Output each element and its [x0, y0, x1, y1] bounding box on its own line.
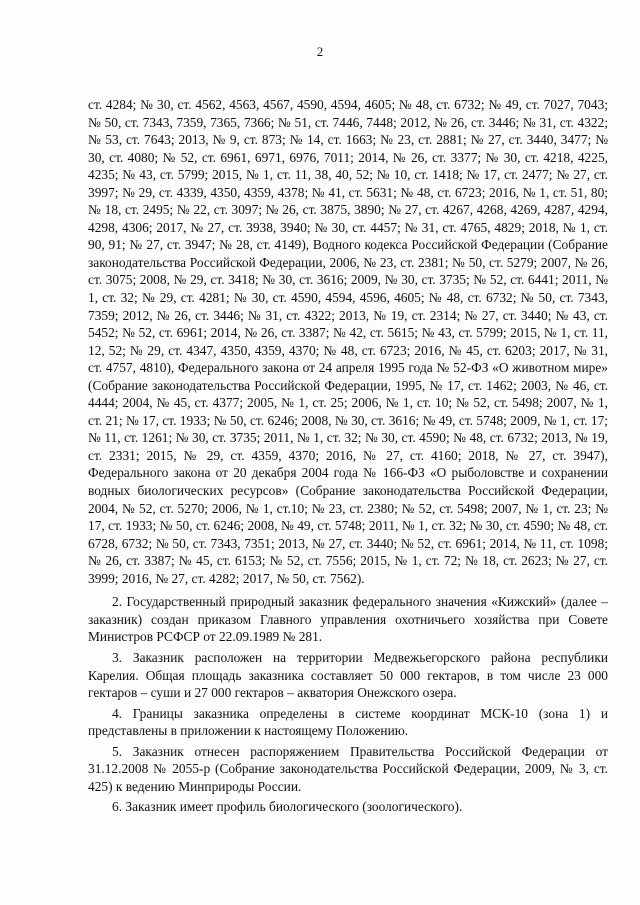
paragraph-3: 3. Заказник расположен на территории Медвежьегорского района республики Карелия. Общая площадь заказника составляет 50 000 гектаров, в том числе 23 000 гектаров – суши и 27 000 гектаров – акватория Онежского озера.	[88, 649, 608, 701]
paragraph-6: 6. Заказник имеет профиль биологического (зоологического).	[112, 799, 463, 815]
document-body	[88, 96, 608, 816]
page-number: 2	[316, 44, 324, 59]
continued-paragraph: ст. 4284; № 30, ст. 4562, 4563, 4567, 4590, 4594, 4605; № 48, ст. 6732; № 49, ст. 7027, 7043; № 50, ст. 7343, 7359, 7365, 7366; № 51, ст. 7446, 7448; 2012, № 26, ст. 3446; № 31, ст. 4322; № 53, ст. 7643; 2013, № 9, ст. 873; № 14, ст. 1663; № 23, ст. 2881; № 27, ст. 3440, 3477; № 30, ст. 4080; № 52, ст. 6961, 6971, 6976, 7011; 2014, № 26, ст. 3377; № 30, ст. 4218, 4225, 4235; № 43, ст. 5799; 2015, № 1, ст. 11, 38, 40, 52; № 10, ст. 1418; № 17, ст. 2477; № 27, ст. 3997; № 29, ст. 4339, 4350, 4359, 4378; № 41, ст. 5631; № 48, ст. 6723; 2016, № 1, ст. 51, 80; № 18, ст. 2495; № 22, ст. 3097; № 26, ст. 3875, 3890; № 27, ст. 4267, 4268, 4269, 4287, 4294, 4298, 4306; 2017, № 27, ст. 3938, 3940; № 30, ст. 4457; № 31, ст. 4765, 4829; 2018, № 1, ст. 90, 91; № 27, ст. 3947; № 28, ст. 4149), Водного кодекса Российской Федерации (Собрание законодательства Российской Федерации, 2006, № 23, ст. 2381; № 50, ст. 5279; 2007, № 26, ст. 3075; 2008, № 29, ст. 3418; № 30, ст. 3616; 2009, № 30, ст. 3735; № 52, ст. 6441; 2011, № 1, ст. 32; № 29, ст. 4281; № 30, ст. 4590, 4594, 4596, 4605; № 48, ст. 6732; № 50, ст. 7343, 7359; 2012, № 26, ст. 3446; № 31, ст. 4322; 2013, № 19, ст. 2314; № 27, ст. 3440; № 43, ст. 5452; № 52, ст. 6961; 2014, № 26, ст. 3387; № 42, ст. 5615; № 43, ст. 5799; 2015, № 1, ст. 11, 12, 52; № 29, ст. 4347, 4350, 4359, 4370; № 48, ст. 6723; 2016, № 45, ст. 6203; 2017, № 31, ст. 4757, 4810), Федерального закона от 24 апреля 1995 года № 52-ФЗ «О животном мире» (Собрание законодательства Российской Федерации, 1995, № 17, ст. 1462; 2003, № 46, ст. 4444; 2004, № 45, ст. 4377; 2005, № 1, ст. 25; 2006, № 1, ст. 10; № 52, ст. 5498; 2007, № 1, ст. 21; № 17, ст. 1933; № 50, ст. 6246; 2008, № 30, ст. 3616; № 49, ст. 5748; 2009, № 1, ст. 17; № 11, ст. 1261; № 30, ст. 3735; 2011, № 1, ст. 32; № 30, ст. 4590; № 48, ст. 6732; 2013, № 19, ст. 2331; 2015, № 29, ст. 4359, 4370; 2016, № 27, ст. 4160; 2018, № 27, ст. 3947), Федерального закона от 20 декабря 2004 года № 166-ФЗ «О рыболовстве и сохранении водных биологических ресурсов» (Собрание законодательства Российской Федерации, 2004, № 52, ст. 5270; 2006, № 1, ст.10; № 23, ст. 2380; № 52, ст. 5498; 2007, № 1, ст. 23; № 17, ст. 1933; № 50, ст. 6246; 2008, № 49, ст. 5748; 2011, № 1, ст. 32; № 30, ст. 4590; № 48, ст. 6728, 6732; № 50, ст. 7343, 7351; 2013, № 27, ст. 3440; № 52, ст. 6961; 2014, № 11, ст. 1098; № 26, ст. 3387; № 45, ст. 6153; № 52, ст. 7556; 2015, № 1, ст. 72; № 18, ст. 2623; № 27, ст. 3999; 2016, № 27, ст. 4282; 2017, № 50, ст. 7562).	[88, 97, 608, 586]
paragraph-5: 5. Заказник отнесен распоряжением Правительства Российской Федерации от 31.12.2008 № 2055-р (Собрание законодательства Российской Федерации, 2009, № 3, ст. 425) к ведению Минприроды России.	[88, 743, 608, 794]
paragraph-4: 4. Границы заказника определены в системе координат МСК-10 (зона 1) и представлены в приложении к настоящему Положению.	[88, 705, 608, 739]
paragraph-2: 2. Государственный природный заказник федерального значения «Кижский» (далее – заказник) создан приказом Главного управления охотничьего хозяйства при Совете Министров РСФСР от 22.09.1989 № 281.	[88, 594, 608, 645]
